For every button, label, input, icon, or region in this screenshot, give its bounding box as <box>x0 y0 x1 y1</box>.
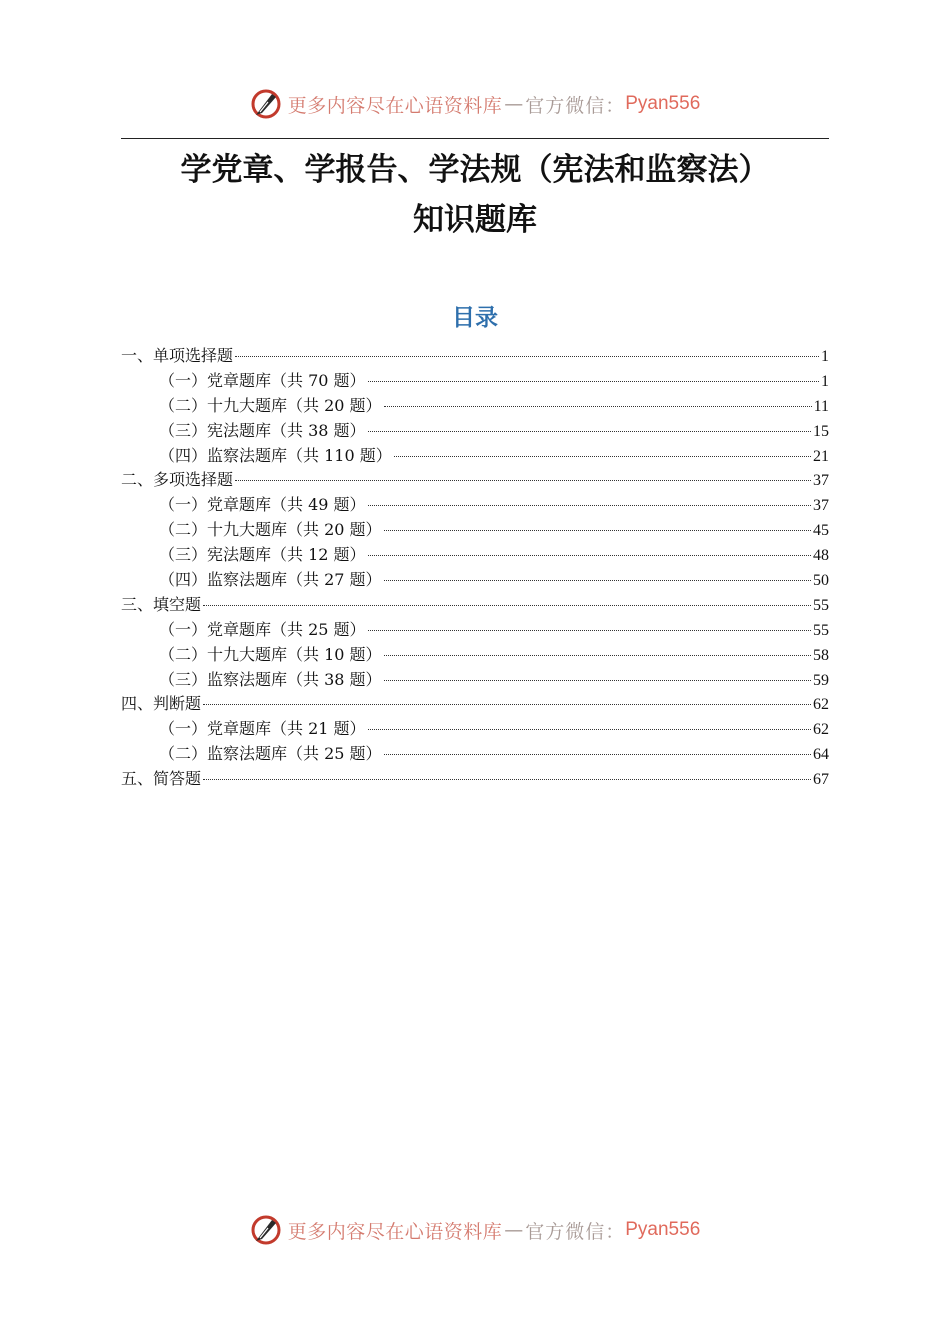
toc-dot-leader <box>394 455 811 457</box>
toc-entry[interactable] <box>121 643 829 668</box>
toc-entry-label: 四、判断题 <box>121 694 202 714</box>
toc-dot-leader <box>368 629 811 631</box>
toc-entry-page: 58 <box>813 646 829 664</box>
toc-entry[interactable] <box>121 668 829 693</box>
toc-dot-leader <box>384 529 811 531</box>
toc-dot-leader <box>368 504 811 506</box>
toc-entry-label: （三）监察法题库（共 38 题） <box>159 669 382 689</box>
toc-heading: 目录 <box>452 304 498 331</box>
toc-entry-page: 62 <box>813 721 829 739</box>
banner-official-label: 官方微信： <box>525 94 626 117</box>
header-rule <box>121 138 829 139</box>
toc-entry-page: 64 <box>813 746 829 764</box>
toc-dot-leader <box>384 679 811 681</box>
toc-entry-label: （一）党章题库（共 49 题） <box>159 495 366 515</box>
toc-entry-page: 55 <box>813 596 829 614</box>
toc-entry[interactable] <box>121 717 829 742</box>
toc-entry-page: 11 <box>813 397 829 415</box>
toc-entry-label: （一）党章题库（共 70 题） <box>159 370 366 390</box>
toc-dot-leader <box>368 380 819 382</box>
toc-entry[interactable] <box>121 593 829 618</box>
toc-entry-page: 21 <box>813 447 829 465</box>
banner-text: 更多内容尽在心语资料库 <box>287 1220 503 1243</box>
toc-entry[interactable] <box>121 344 829 369</box>
toc-entry-label: 五、简答题 <box>121 769 202 789</box>
toc-entry[interactable] <box>121 369 829 394</box>
footer-banner <box>0 1210 950 1250</box>
toc-entry[interactable] <box>121 468 829 493</box>
toc-entry[interactable] <box>121 543 829 568</box>
toc-entry-page: 62 <box>813 696 829 714</box>
toc-entry-label: （二）十九大题库（共 20 题） <box>159 520 382 540</box>
toc-entry[interactable] <box>121 618 829 643</box>
toc-entry-page: 67 <box>813 771 829 789</box>
toc-dot-leader <box>384 579 811 581</box>
toc-entry[interactable] <box>121 518 829 543</box>
toc-entry-page: 37 <box>813 472 829 490</box>
document-title-line2: 知识题库 <box>413 202 537 238</box>
toc-entry-label: 三、填空题 <box>121 594 202 614</box>
toc-entry[interactable] <box>121 692 829 717</box>
toc-entry[interactable] <box>121 394 829 419</box>
banner-text: 更多内容尽在心语资料库 <box>287 94 503 117</box>
toc-entry-page: 1 <box>821 372 829 390</box>
banner-separator: — <box>504 93 524 115</box>
toc-entry[interactable] <box>121 742 829 767</box>
toc-dot-leader <box>235 355 819 357</box>
toc-entry-label: （三）宪法题库（共 38 题） <box>159 420 366 440</box>
banner-wechat-id: Pyan556 <box>625 1219 701 1240</box>
toc-entry-page: 59 <box>813 671 829 689</box>
toc-entry-label: （二）十九大题库（共 10 题） <box>159 644 382 664</box>
toc-entry[interactable] <box>121 767 829 792</box>
banner-wechat-id: Pyan556 <box>625 93 701 114</box>
toc-dot-leader <box>203 703 811 705</box>
toc-dot-leader <box>384 405 812 407</box>
banner-official-label: 官方微信： <box>525 1220 626 1243</box>
toc-entry-label: 一、单项选择题 <box>121 346 234 365</box>
toc-dot-leader <box>203 778 811 780</box>
toc-dot-leader <box>203 604 811 606</box>
toc-entry-page: 37 <box>813 497 829 515</box>
toc-dot-leader <box>368 430 811 432</box>
toc-dot-leader <box>368 728 811 730</box>
toc-dot-leader <box>235 479 811 481</box>
toc-dot-leader <box>384 753 811 755</box>
toc-entry-label: （二）十九大题库（共 20 题） <box>159 395 382 415</box>
quill-pen-circle-icon <box>250 88 282 120</box>
banner-separator: — <box>504 1219 524 1241</box>
header-banner <box>0 84 950 124</box>
toc-entry-label: （四）监察法题库（共 110 题） <box>159 445 392 465</box>
table-of-contents <box>121 344 829 792</box>
toc-entry[interactable] <box>121 493 829 518</box>
toc-entry-page: 45 <box>813 522 829 540</box>
toc-entry[interactable] <box>121 568 829 593</box>
toc-entry-page: 50 <box>813 572 829 590</box>
toc-entry-page: 1 <box>821 348 829 365</box>
toc-entry-page: 15 <box>813 422 829 440</box>
toc-entry[interactable] <box>121 444 829 469</box>
quill-pen-circle-icon <box>250 1214 282 1246</box>
toc-entry-label: （三）宪法题库（共 12 题） <box>159 545 366 565</box>
toc-entry-label: （一）党章题库（共 25 题） <box>159 619 366 639</box>
toc-entry-page: 48 <box>813 547 829 565</box>
toc-entry[interactable] <box>121 419 829 444</box>
toc-entry-page: 55 <box>813 621 829 639</box>
toc-entry-label: 二、多项选择题 <box>121 470 234 490</box>
toc-dot-leader <box>368 554 811 556</box>
document-title-line1: 学党章、学报告、学法规（宪法和监察法） <box>180 152 770 188</box>
toc-entry-label: （二）监察法题库（共 25 题） <box>159 744 382 764</box>
toc-entry-label: （四）监察法题库（共 27 题） <box>159 570 382 590</box>
toc-dot-leader <box>384 654 811 656</box>
toc-entry-label: （一）党章题库（共 21 题） <box>159 719 366 739</box>
